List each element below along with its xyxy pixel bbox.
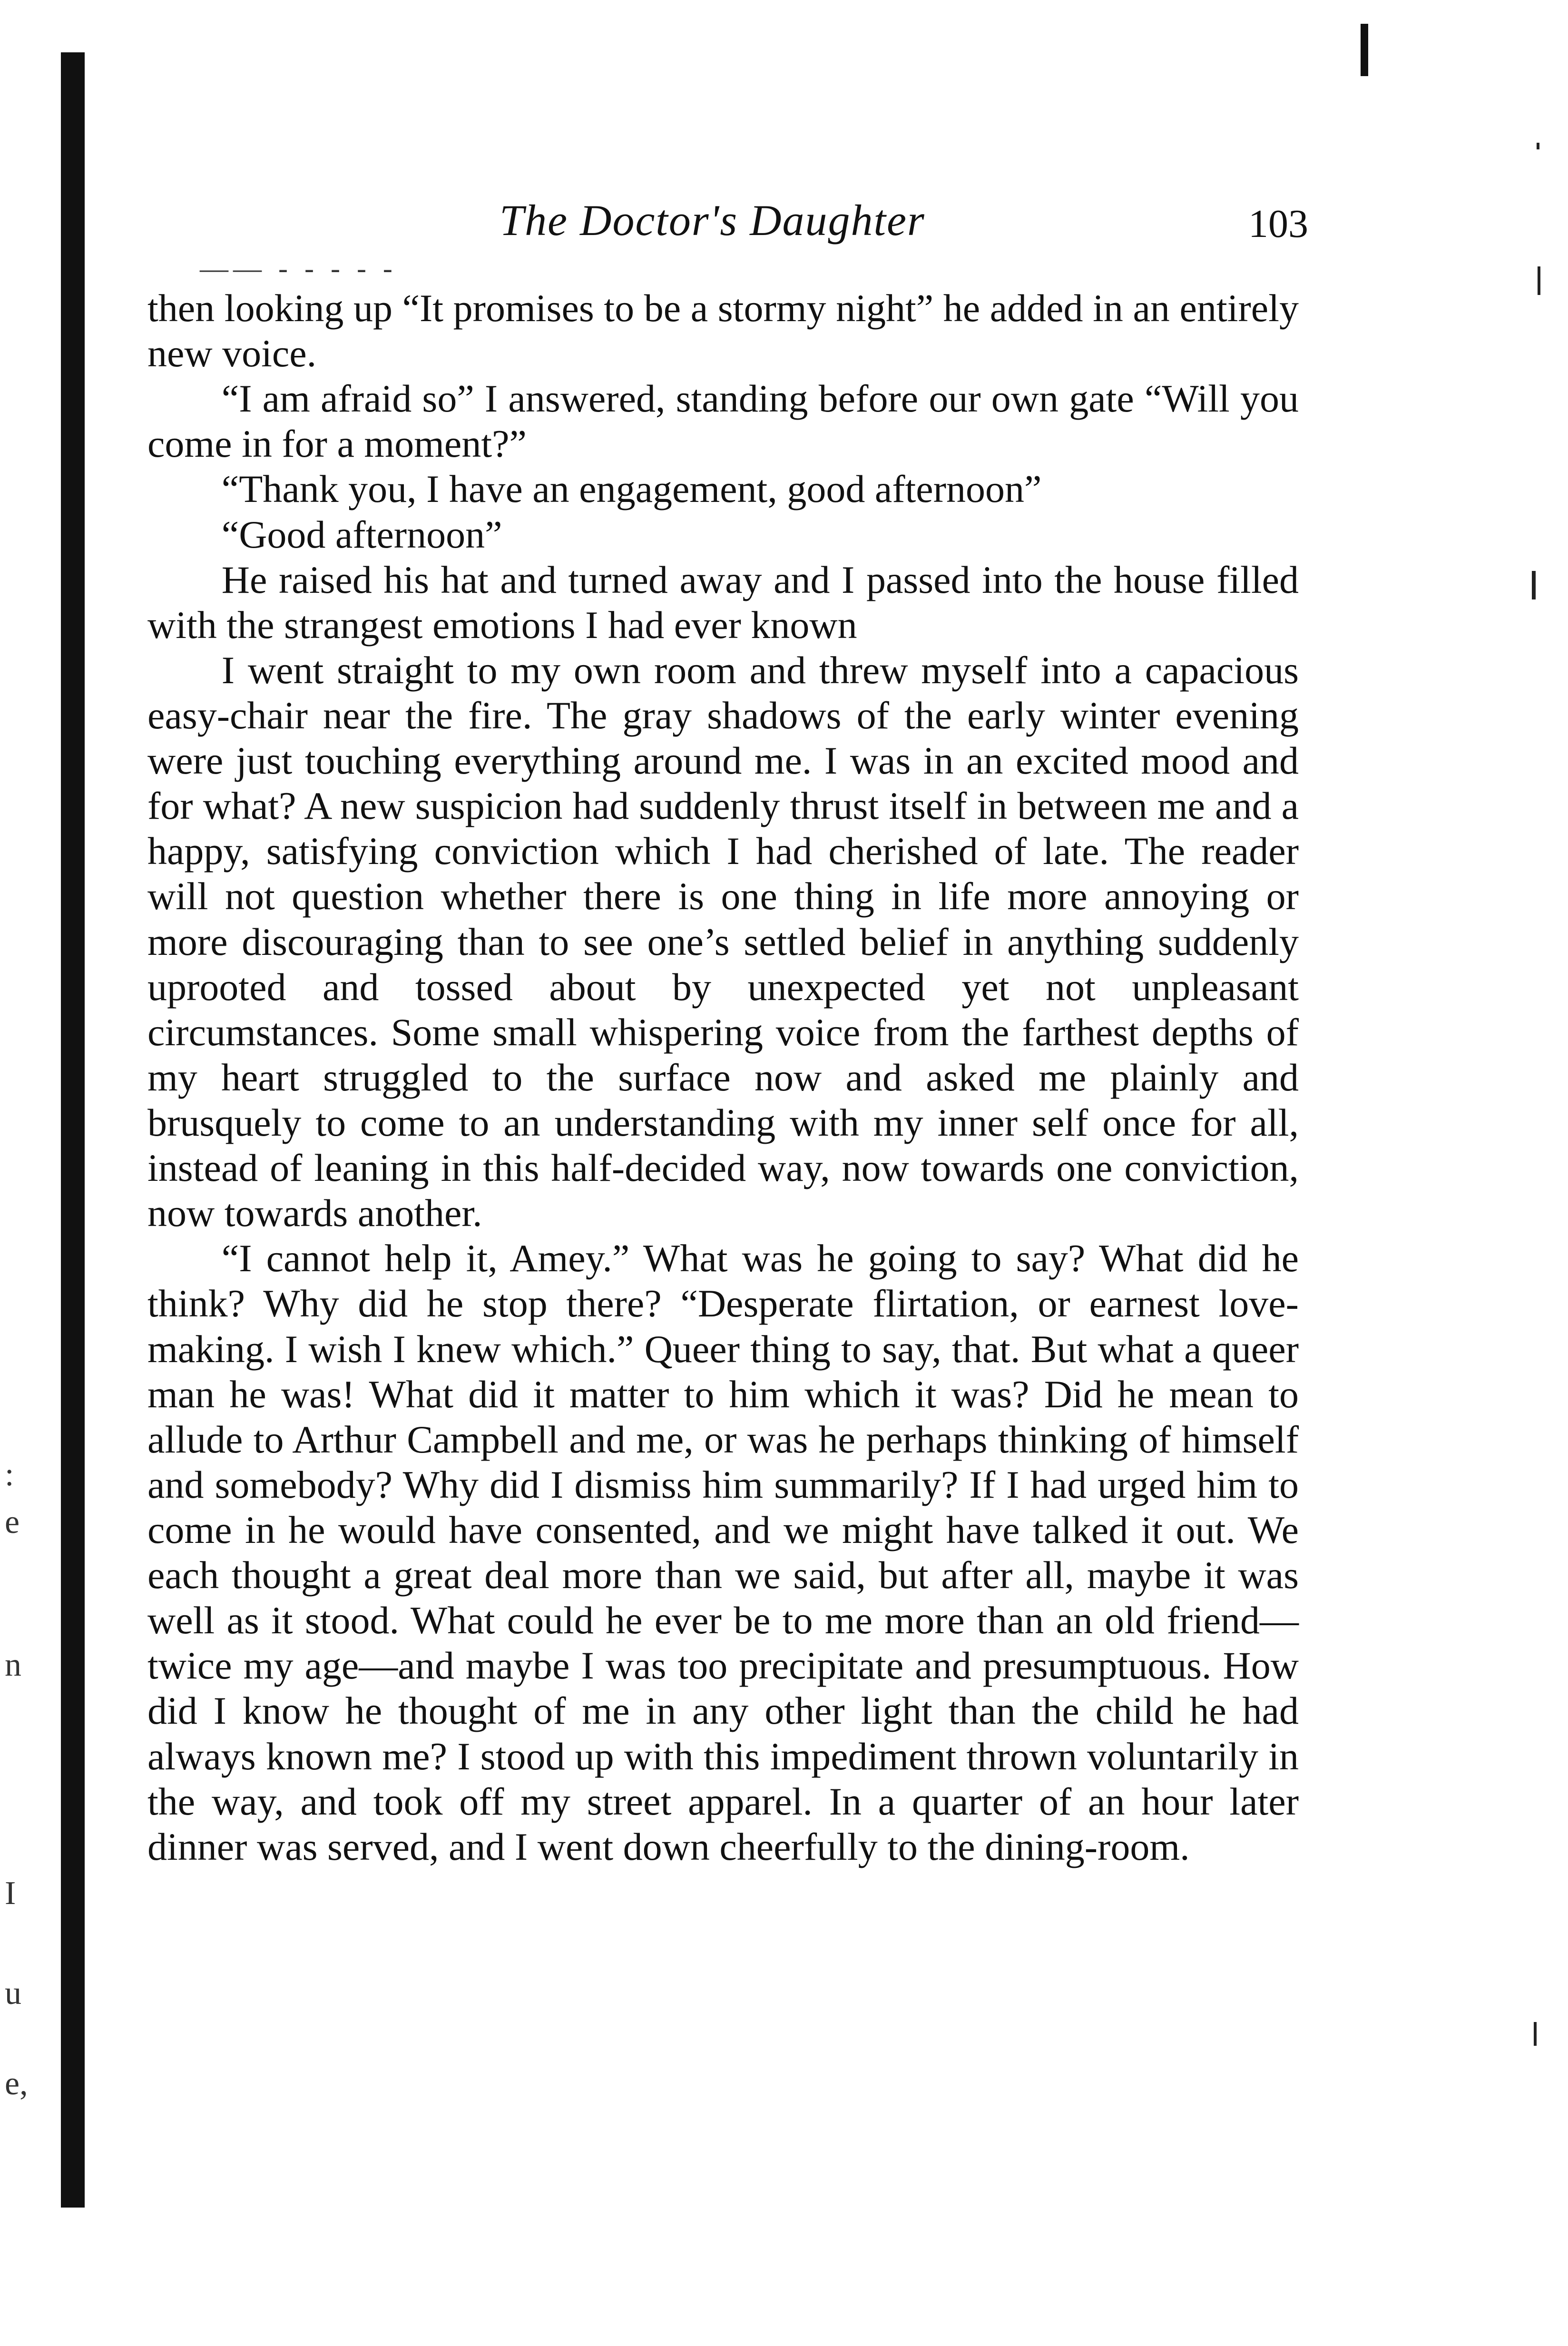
margin-fragment: u bbox=[5, 1975, 21, 2012]
margin-fragment: e bbox=[5, 1504, 20, 1541]
paragraph: “I cannot help it, Amey.” What was he going to say? What did he think? Why did he stop there? “Desperate flirtation, or earnest love-making. I wish I knew which.” Queer thing to say, that. But what a queer man he was! What did it matter to him which it was? Did he mean to allude to Arthur Campbell and me, or was he perhaps thinking of himself and somebody? Why did I dismiss him summarily? If I had urged him to come in he would have consented, and we might have talked it out. We each thought a great deal more than we said, but after all, maybe it was well as it stood. What could he ever be to me more than an old friend—twice my age—and maybe I was too precipitate and presumptuous. How did I know he thought of me in any other light than the child he had always known me? I stood up with this impediment thrown voluntarily in the way, and took off my street apparel. In a quarter of an hour later dinner was served, and I went down cheerfully to the dining-room. bbox=[147, 1237, 1299, 1868]
margin-fragment: n bbox=[5, 1647, 21, 1683]
margin-fragment: e, bbox=[5, 2065, 28, 2102]
margin-fragment: : bbox=[5, 1456, 14, 1493]
edge-speck bbox=[1532, 571, 1536, 599]
paragraph: He raised his hat and turned away and I passed into the house filled with the strangest emotions I had ever known bbox=[147, 558, 1299, 647]
running-title: The Doctor's Daughter bbox=[500, 196, 925, 245]
edge-speck bbox=[1538, 266, 1540, 295]
paragraph: then looking up “It promises to be a stormy night” he added in an entirely new voice. bbox=[147, 286, 1299, 375]
page-number: 103 bbox=[1248, 202, 1308, 246]
edge-speck bbox=[1534, 2022, 1537, 2046]
paragraph: I went straight to my own room and threw myself into a capacious easy-chair near the fire. The gray shadows of the early winter evening were just touching everything around me. I was in an excited mood and for what? A new suspicion had suddenly thrust itself in between me and a happy, satisfying conviction which I had cherished of late. The reader will not question whether there is one thing in life more annoying or more discouraging than to see one’s settled belief in anything suddenly uprooted and tossed about by unexpected yet not unpleasant circumstances. Some small whispering voice from the farthest depths of my heart struggled to the surface now and asked me plainly and brusquely to come to an understanding with my inner self once for all, instead of leaning in this half-decided way, now towards one conviction, now towards another. bbox=[147, 648, 1299, 1235]
paragraph: “Good afternoon” bbox=[221, 512, 502, 556]
edge-speck bbox=[1537, 143, 1539, 149]
body-text bbox=[147, 285, 1299, 1869]
paragraph: “I am afraid so” I answered, standing before our own gate “Will you come in for a moment?” bbox=[147, 377, 1299, 466]
page-edge-mark bbox=[1361, 24, 1368, 76]
page-header bbox=[157, 190, 1308, 257]
binding-edge bbox=[61, 52, 85, 2208]
facing-page-fragments bbox=[0, 1380, 43, 2284]
margin-fragment: I bbox=[5, 1875, 16, 1912]
header-rule: —— - - - - - bbox=[200, 253, 397, 284]
paragraph: “Thank you, I have an engagement, good afternoon” bbox=[221, 467, 1042, 511]
